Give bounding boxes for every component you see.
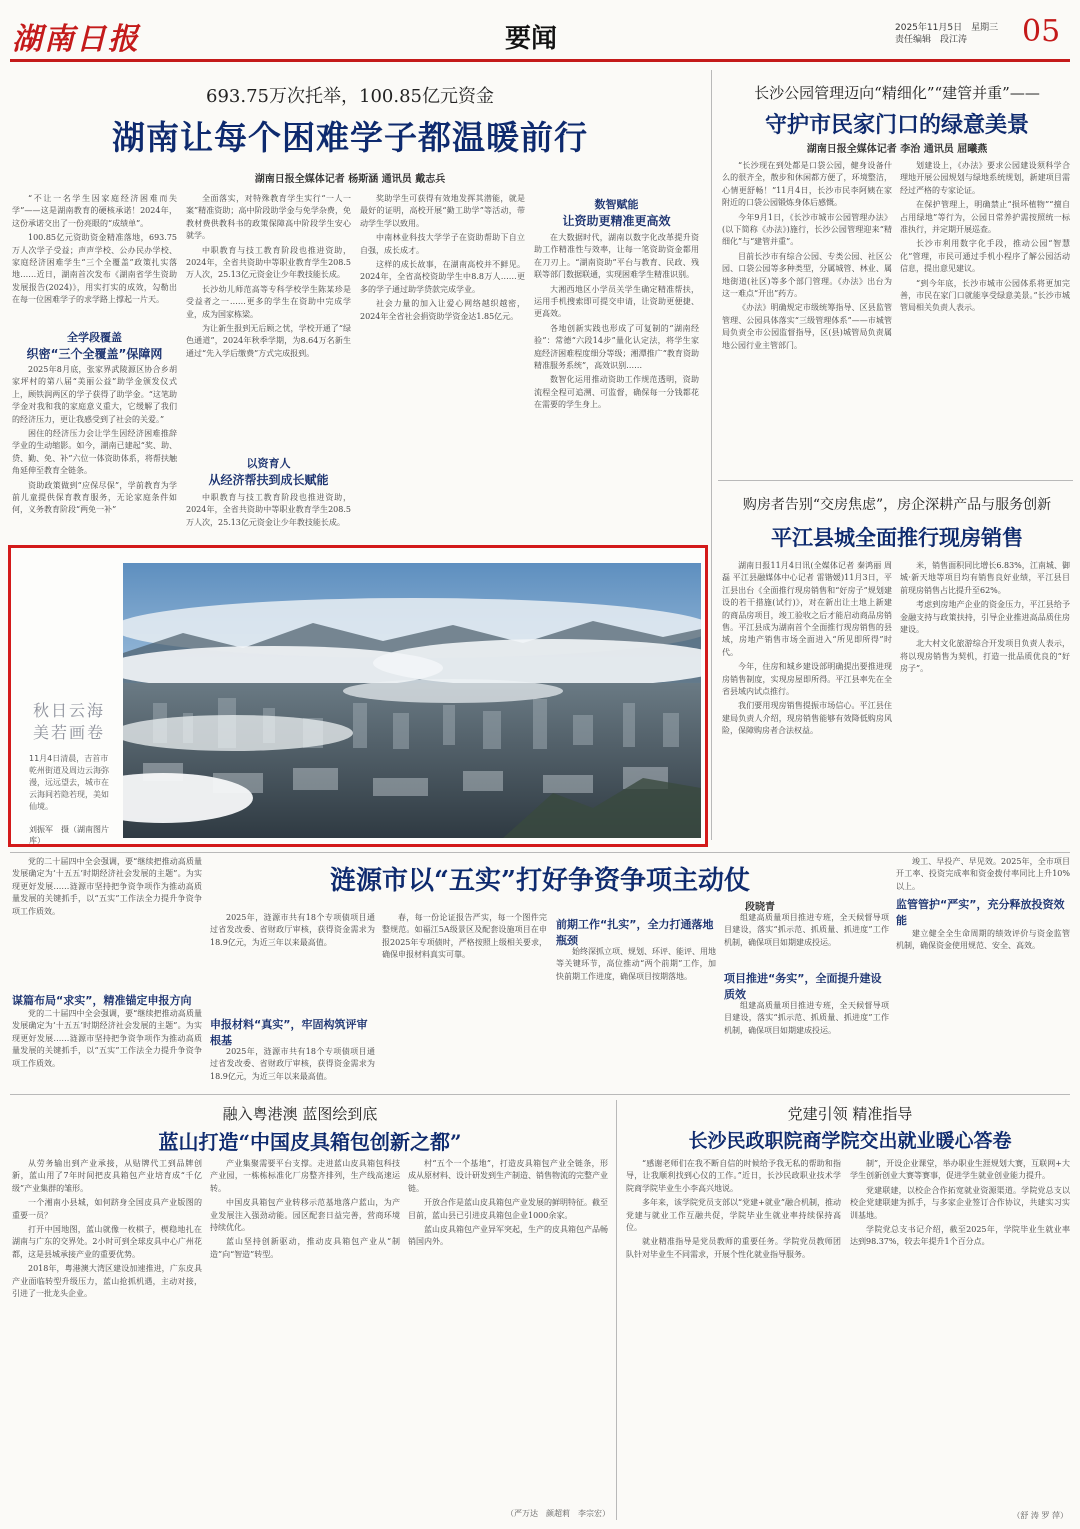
paragraph: 中职教育与技工教育阶段也推进资助，2024年，全省共资助中等职业教育学生208.5万人次，25.13亿元资金让少年教技能长成。 xyxy=(186,245,351,280)
article4-headline: 涟源市以“五实”打好争资争项主动仗 xyxy=(330,866,750,896)
article4-byline: 段晓青 xyxy=(745,902,775,913)
section-rule xyxy=(10,852,1070,853)
paragraph: 米，销售面积同比增长6.83%，江南城、御城·新天地等项目均有销售良好业绩，平江县目前现房销售占比提升至62%。 xyxy=(900,561,1070,595)
article1-sub2a: 数智赋能 xyxy=(594,198,639,211)
article2-col2 xyxy=(900,160,1070,472)
photo-image xyxy=(123,563,701,838)
article1-headline: 湖南让每个困难学子都温暖前行 xyxy=(112,118,588,157)
article4-sub5: 监管管护“严实”，充分释放投资效能 xyxy=(896,898,1065,927)
article6-headline: 长沙民政职院商学院交出就业暖心答卷 xyxy=(688,1130,1012,1152)
paragraph: 制”，开设企业课堂，举办职业生涯规划大赛，互联网+大学生创新创业大赛等赛事，促进学生就业创业能力提升。 xyxy=(850,1159,1070,1181)
photo-title-line: 美若画卷 xyxy=(32,723,105,742)
paragraph: 全面落实，对特殊教育学生实行“一人一案”精准资助；高中阶段助学金与免学杂费，免教材费供教科书的政策保障高中阶段学生安心就学。 xyxy=(186,194,351,241)
article4-col5 xyxy=(724,1000,889,1086)
paragraph: 蓝山坚持创新驱动，推动皮具箱包产业从“制造”向“智造”转型。 xyxy=(210,1237,400,1259)
section-title: 要闻 xyxy=(505,24,558,54)
paragraph: 开放合作是蓝山皮具箱包产业发展的鲜明特征。截至目前，蓝山县已引进皮具箱包企业1000余家。 xyxy=(408,1198,608,1220)
paragraph: 湖南日报11月4日讯(全媒体记者 秦鸿丽 周磊 平江县融媒体中心记者 雷锴媛)11月3日，平江县出台《全面推行现房销售和“好房子”规划建设的若干措施(试行)》，对在新出让土地上新建的商品房项目，竣工验收之后才能启动商品房销售。平江县成为湖南首个全面推行现房销售的县域，房地产销售市场全面进入“所见即所得”时代。 xyxy=(722,561,892,657)
article4-col5-top xyxy=(724,912,889,972)
article1-sub3a: 以资育人 xyxy=(246,457,291,470)
cloud-sea-city-photo xyxy=(123,563,701,838)
article1-col2 xyxy=(186,193,351,443)
paragraph: 就业精准指导是党员教师的重要任务。学院党员教师团队针对毕业生不同需求，开展个性化就业指导服务。 xyxy=(626,1237,841,1259)
article1-col1-body xyxy=(12,364,177,534)
article6-col1 xyxy=(626,1158,841,1524)
paragraph: 中南林业科技大学学子在资助帮助下自立自强，成长成才。 xyxy=(360,233,525,255)
paragraph: 社会力量的加入让爱心网络越织越密，2024年全省社会捐资助学资金达1.85亿元。 xyxy=(360,299,525,321)
paragraph: 今年9月1日，《长沙市城市公园管理办法》(以下简称《办法》)施行，长沙公园管理迎来“精细化”与“建管并重”。 xyxy=(722,212,892,247)
paragraph: 考虑到房地产企业的资金压力，平江县给予金融支持与政策扶持，引导企业推进高品质住房建设。 xyxy=(900,600,1070,635)
article1-kicker: 693.75万次托举，100.85亿元资金 xyxy=(206,86,494,107)
article4-col3 xyxy=(382,912,547,1087)
article1-sub3b: 从经济帮扶到成长赋能 xyxy=(208,473,329,487)
paragraph: 学院党总支书记介绍，截至2025年，学院毕业生就业率达到98.37%，较去年提升1个百分点。 xyxy=(850,1225,1070,1247)
article4-sub3: 前期工作“扎实”，全力打通落地瓶颈 xyxy=(556,918,714,947)
column-divider xyxy=(711,70,712,840)
article5-col3 xyxy=(408,1158,608,1498)
article4-sub4: 项目推进“务实”，全面提升建设质效 xyxy=(724,972,882,1001)
article4-col1-body xyxy=(12,1008,202,1088)
paragraph: 从劳务输出到产业承接，从贴牌代工到品牌创新，蓝山用了7年时间把皮具箱包产业培育成“千亿级”产业集群的雏形。 xyxy=(12,1159,202,1193)
paragraph: 2025年，涟源市共有18个专项债项目通过省发改委、省财政厅审核，获得资金需求为18.9亿元，为近三年以来最高值。 xyxy=(210,1047,375,1081)
article3-kicker: 购房者告别“交房焦虑”，房企深耕产品与服务创新 xyxy=(742,497,1052,513)
masthead-rule xyxy=(10,59,1070,62)
paragraph: “长沙现在到处都是口袋公园，健身设备什么的很齐全，散步和休闲都方便了，环境整洁，心情更舒畅！”11月4日，长沙市民李阿姨在家附近的口袋公园锻炼身体后感慨。 xyxy=(722,161,892,208)
paragraph: 党建联建，以校企合作拓宽就业资源渠道。学院党总支以校企党建联建为抓手，与多家企业签订合作协议，共建实习实训基地。 xyxy=(850,1185,1070,1220)
article3-headline: 平江县城全面推行现房销售 xyxy=(771,525,1023,550)
photo-caption: 11月4日清晨，吉首市乾州街道及周边云海弥漫，远远望去，城市在云海间若隐若现，美如仙境。 xyxy=(29,754,109,811)
paragraph: 春，每一份论证报告严实，每一个图件完整规范。如福江5A级景区及配套设施项目在申报2025年专项债时，严格按照上级相关要求，确保申报材料真实可靠。 xyxy=(382,913,547,960)
article5-kicker: 融入粤港澳 蓝图绘到底 xyxy=(222,1105,378,1123)
page-number: 05 xyxy=(1022,14,1061,49)
paragraph: 100.85亿元资助资金精准落地，693.75万人次学子受益；声声学校、公办民办学校、家庭经济困难学生“三个全覆盖”政策扎实落地……近日，湖南首次发布《湖南省学生资助发展报告(2024)》，用实打实的成效，勾勒出在每一位困难学子的求学路上撑起一片天。 xyxy=(12,233,177,305)
article5-headline: 蓝山打造“中国皮具箱包创新之都” xyxy=(158,1130,462,1154)
paragraph: 村“五个一个基地”，打造皮具箱包产业全链条，形成从原材料、设计研发到生产制造、销售物流的完整产业链。 xyxy=(408,1159,608,1193)
newspaper-logo: 湖南日报 xyxy=(12,22,140,57)
article1-col4 xyxy=(534,232,699,536)
paragraph: 在大数据时代，湖南以数字化改革提升资助工作精准性与效率，让每一笔资助资金都用在刀刃上。“湖南资助”平台与教育、民政、残联等部门数据联通，实现困难学生精准识别。 xyxy=(534,233,699,280)
article5-credit: （严万达 颜超莉 李宗宏） xyxy=(506,1509,610,1518)
editors-line: 责任编辑 段江涛 xyxy=(895,35,968,45)
article1-col1-intro xyxy=(12,193,177,325)
article1-sub2b: 让资助更精准更高效 xyxy=(562,214,671,228)
article1-byline: 湖南日报全媒体记者 杨斯涵 通讯员 戴志兵 xyxy=(254,174,446,185)
paragraph: 打开中国地图，蓝山就像一枚棋子，楔稳地扎在湖南与广东的交界处。2小时可到全球皮具中心广州花都，这是县城承接产业的重要优势。 xyxy=(12,1225,202,1259)
article5-col1 xyxy=(12,1158,202,1524)
article2-headline: 守护市民家门口的绿意美景 xyxy=(764,112,1029,138)
paragraph: 2025年8月底，张家界武陵源区协合乡胡家坪村的第八届“美丽公益”助学金颁发仪式上，顾铁润两区的学子获得了助学金。“这笔助学金对我和我的家庭意义重大，它缓解了我们的经济压力，更让我感受到了社会的关爱。” xyxy=(12,365,177,424)
masthead-meta xyxy=(895,22,1025,46)
section-rule xyxy=(718,480,1073,481)
article4-sub2: 申报材料“真实”，牢固构筑评审根基 xyxy=(210,1018,368,1047)
paragraph: 划建设上，《办法》要求公园建设须科学合理地开展公园规划与绿地系统规划，新建项目需经过严格的专家论证。 xyxy=(900,161,1070,195)
article5-col2 xyxy=(210,1158,400,1524)
article1-col3 xyxy=(360,193,525,536)
article6-kicker: 党建引领 精准指导 xyxy=(787,1105,913,1123)
photo-title-line: 秋日云海 xyxy=(32,701,105,720)
paragraph: 为让新生报到无后顾之忧，学校开通了“绿色通道”，2024年秋季学期，为8.64万名新生通过“先入学后缴费”方式完成报到。 xyxy=(186,324,351,358)
paragraph: 始终深抓立项、规划、环评、能评、用地等关键环节，高位推动“两个前期”工作，加快前期工作进度，确保项目按期落地。 xyxy=(556,947,716,981)
paragraph: “感谢老师们在我不断自信的时候给予我无私的帮助和指导，让我顺利找到心仪的工作。”近日，长沙民政职业技术学院商学院毕业生小李高兴地说。 xyxy=(626,1159,841,1193)
paragraph: “不让一名学生因家庭经济困难而失学”——这是湖南教育的硬核承诺！2024年，这份承诺交出了一份亮眼的“成绩单”。 xyxy=(12,194,177,228)
masthead xyxy=(0,0,1080,60)
paragraph: “到今年底，长沙市城市公园体系将更加完善，市民在家门口就能享受绿意美景。”长沙市城管局相关负责人表示。 xyxy=(900,278,1070,313)
paragraph: 在保护管理上，明确禁止“损坏植物”“擅自占用绿地”等行为，公园日常养护需按照统一标准执行，并定期开展巡查。 xyxy=(900,200,1070,235)
article2-kicker: 长沙公园管理迈向“精细化”“建管并重”—— xyxy=(754,84,1040,102)
paragraph: 产业集聚需要平台支撑。走进蓝山皮具箱包科技产业园，一栋栋标准化厂房整齐排列，生产线高速运转。 xyxy=(210,1159,400,1193)
article4-col6-top xyxy=(896,856,1070,900)
paragraph: 大湘西地区小学员关学生确定精准帮扶，运用手机搜索即可提交申请，让资助更便捷、更高效。 xyxy=(534,284,699,319)
paragraph: 资助政策做到“应保尽保”，学前教育为学前儿童提供保育教育服务，无论家庭条件如何，义务教育阶段“两免一补” xyxy=(12,480,177,515)
article4-col4 xyxy=(556,946,716,1086)
photo-feature xyxy=(8,545,708,847)
paragraph: 党的二十届四中全会强调，要“继续把推动高质量发展确定为‘十五五’时期经济社会发展的主题”。为实现更好发展……涟源市坚持把争资争项作为推动高质量发展的关键抓手，以“五实”工作法全力提升争资争项工作质效。 xyxy=(12,857,202,916)
article6-credit: （舒 涛 罗 萍） xyxy=(1012,1511,1068,1520)
paragraph: 今年，住房和城乡建设部明确提出要推进现房销售制度，实现房屋即所得。平江县率先在全省县域内试点推行。 xyxy=(722,662,892,697)
date-line: 2025年11月5日 星期三 xyxy=(895,23,999,33)
paragraph: 党的二十届四中全会强调，要“继续把推动高质量发展确定为‘十五五’时期经济社会发展的主题”。为实现更好发展……涟源市坚持把争资争项作为推动高质量发展的关键抓手，以“五实”工作法全力提升争资争项工作质效。 xyxy=(12,1009,202,1068)
paragraph: 组建高质量项目推进专班，全天候督导项目建设，落实“抓示范、抓质量、抓进度”工作机制，确保项目如期建成投运。 xyxy=(724,1001,889,1035)
photo-credit: 刘振军 摄（湖南图片库） xyxy=(29,825,109,845)
paragraph: 各地创新实践也形成了可复制的“湖南经验”：常德“六段14步”量化认定法，将学生家庭经济困难程度细分等级；湘潭推广“教育资助精准服务系统”，高效识别…… xyxy=(534,323,699,371)
paragraph: 多年来，该学院党员支部以“党建+就业”融合机制，推动党建与就业工作互融共促，学院毕业生就业率持续保持高位。 xyxy=(626,1198,841,1233)
paragraph: 长沙市利用数字化手段，推动公园“智慧化”管理，市民可通过手机小程序了解公园活动信息，提出意见建议。 xyxy=(900,239,1070,274)
article4-col1-intro xyxy=(12,856,202,986)
article1-sub1a: 全学段覆盖 xyxy=(67,331,122,344)
paragraph: 中国皮具箱包产业转移示范基地落户蓝山，为产业发展注入强劲动能。园区配套日益完善，营商环境持续优化。 xyxy=(210,1198,400,1233)
article6-col2 xyxy=(850,1158,1070,1508)
paragraph: 长沙幼儿师范高等专科学校学生陈某珍是受益者之一……更多的学生在资助中完成学业，成为国家栋梁。 xyxy=(186,284,351,319)
paragraph: 组建高质量项目推进专班，全天候督导项目建设，落实“抓示范、抓质量、抓进度”工作机制，确保项目如期建成投运。 xyxy=(724,913,889,947)
article4-col6 xyxy=(896,928,1070,1086)
paragraph: 一个湘南小县城，如何跻身全国皮具产业版图的重要一员？ xyxy=(12,1198,202,1220)
article2-byline: 湖南日报全媒体记者 李治 通讯员 屈曦燕 xyxy=(806,144,988,155)
paragraph: 数智化运用推动资助工作规范透明，资助流程全程可追溯、可监督，确保每一分钱都花在需要的学生身上。 xyxy=(534,375,699,410)
section-rule xyxy=(10,1094,1070,1095)
article3-col1 xyxy=(722,560,892,848)
article4-col2-body xyxy=(210,1046,375,1086)
paragraph: 中职教育与技工教育阶段也推进资助，2024年，全省共资助中等职业教育学生208.5万人次，25.13亿元资金让少年教技能长成。 xyxy=(186,493,351,527)
paragraph: 2025年，涟源市共有18个专项债项目通过省发改委、省财政厅审核，获得资金需求为18.9亿元，为近三年以来最高值。 xyxy=(210,913,375,947)
paragraph: 2018年，粤港澳大湾区建设加速推进，广东皮具产业面临转型升级压力，蓝山抢抓机遇，主动对接，引进了一批龙头企业。 xyxy=(12,1264,202,1299)
paragraph: 这样的成长故事，在湖南高校并不鲜见。2024年，全省高校资助学生中8.8万人……更多的学子通过助学贷款完成学业。 xyxy=(360,260,525,294)
article1-col2-tail xyxy=(186,492,351,536)
article2-col1 xyxy=(722,160,892,472)
paragraph: 困住的经济压力会让学生因经济困难推辞学业的生动缩影。如今，湖南已建起“奖、助、贷、勤、免、补”六位一体资助体系，将帮扶触角延伸至教育全链条。 xyxy=(12,429,177,476)
paragraph: 建立健全全生命周期的绩效评价与资金监管机制，确保资金使用规范、安全、高效。 xyxy=(896,929,1070,951)
column-divider xyxy=(616,1100,617,1520)
paragraph: 竣工、早投产、早见效。2025年，全市项目开工率、投资完成率和资金拨付率同比上升10%以上。 xyxy=(896,857,1070,891)
paragraph: 《办法》明确规定市级统筹指导、区县监管管理、公园具体落实“三级管理体系”——市城管局负责全市公园监督指导，区(县)城管局负责属地公园行业主管部门。 xyxy=(722,303,892,350)
paragraph: 北大村文化旅游综合开发项目负责人表示，将以现房销售为契机，打造一批品质优良的“好房子”。 xyxy=(900,639,1070,674)
paragraph: 目前长沙市有综合公园、专类公园、社区公园、口袋公园等多种类型，分属城管、林业、属地街道(社区)等多个部门管理。《办法》出台为这一难点“开出”药方。 xyxy=(722,251,892,299)
paragraph: 奖助学生可获得有效地发挥其潜能，就是最好的证明，高校开展“勤工助学”等活动，带动学生学以致用。 xyxy=(360,194,525,228)
paragraph: 我们要用现房销售提振市场信心。平江县住建局负责人介绍，现房销售能够有效降低购房风险，保障购房者合法权益。 xyxy=(722,701,892,736)
article4-col2 xyxy=(210,912,375,1012)
article1-sub1b: 织密“三个全覆盖”保障网 xyxy=(26,347,163,361)
article4-sub1: 谋篇布局“求实”，精准锚定申报方向 xyxy=(12,994,192,1007)
paragraph: 蓝山皮具箱包产业异军突起，生产的皮具箱包产品畅销国内外。 xyxy=(408,1225,608,1247)
article3-col2 xyxy=(900,560,1070,848)
photo-title xyxy=(29,700,109,744)
